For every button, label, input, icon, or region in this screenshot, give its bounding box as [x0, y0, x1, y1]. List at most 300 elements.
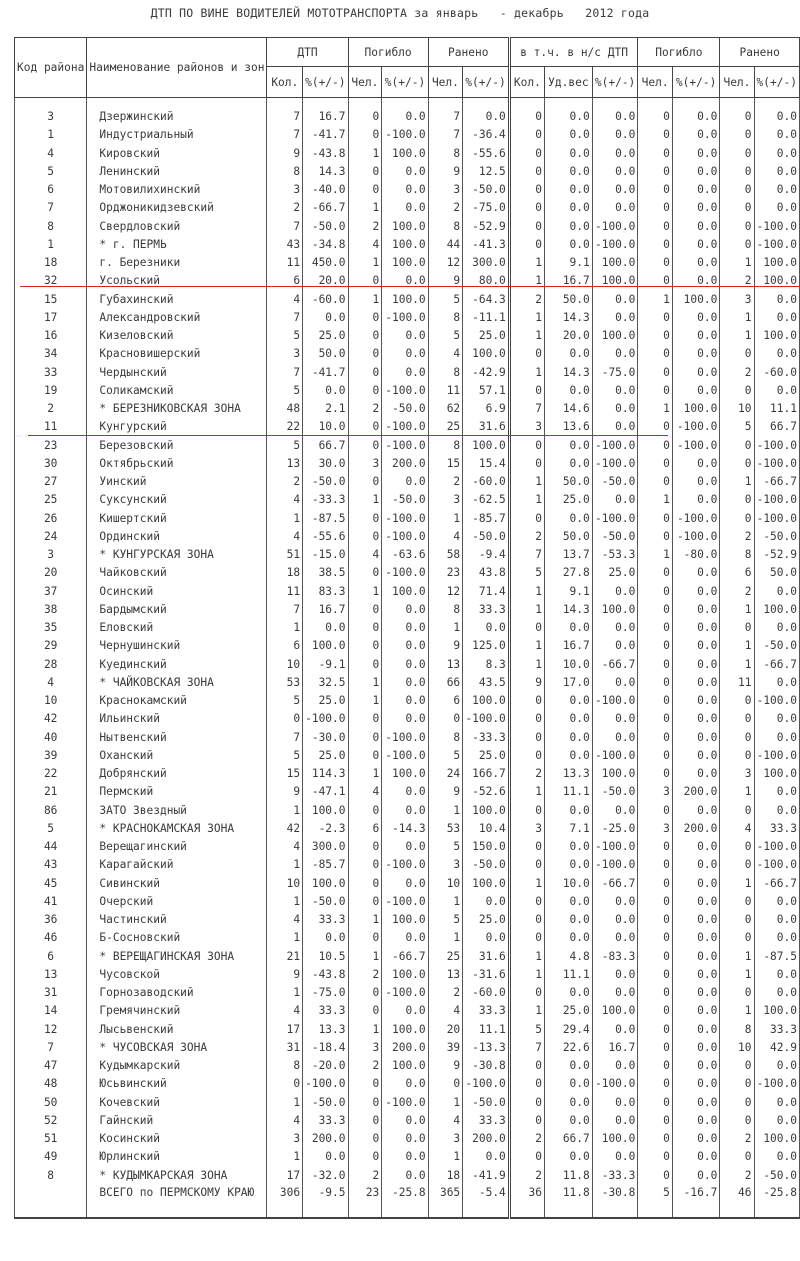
- value-cell: 10.0: [544, 875, 592, 893]
- value-cell: 51: [267, 546, 303, 564]
- spacer-cell: [463, 98, 510, 109]
- district-name: Мотовилихинский: [87, 181, 267, 199]
- value-cell: 0: [720, 510, 754, 528]
- value-cell: 0: [348, 729, 382, 747]
- value-cell: 1: [428, 929, 463, 947]
- table-row: [15, 1021, 800, 1039]
- value-cell: -100.0: [463, 1075, 510, 1093]
- value-cell: -34.8: [303, 236, 348, 254]
- value-cell: 200.0: [382, 455, 428, 473]
- value-cell: 0.0: [672, 984, 719, 1002]
- district-name: Краснокамский: [87, 692, 267, 710]
- value-cell: 0: [720, 692, 754, 710]
- value-cell: 0.0: [754, 163, 799, 181]
- value-cell: 0: [509, 911, 544, 929]
- value-cell: -100.0: [592, 236, 638, 254]
- value-cell: 13.6: [544, 418, 592, 436]
- district-code: 11: [15, 418, 87, 436]
- table-row: [15, 765, 800, 783]
- value-cell: 7: [267, 126, 303, 144]
- value-cell: 1: [348, 1021, 382, 1039]
- value-cell: 0: [638, 163, 673, 181]
- value-cell: 0: [509, 199, 544, 217]
- value-cell: 1: [348, 765, 382, 783]
- table-row: [15, 747, 800, 765]
- value-cell: 1: [428, 510, 463, 528]
- value-cell: 0: [509, 729, 544, 747]
- district-name: Уинский: [87, 473, 267, 491]
- district-name: Кишертский: [87, 510, 267, 528]
- value-cell: 0.0: [544, 984, 592, 1002]
- value-cell: -100.0: [754, 236, 799, 254]
- value-cell: 13.7: [544, 546, 592, 564]
- value-cell: 7: [267, 729, 303, 747]
- value-cell: 100.0: [754, 272, 799, 290]
- value-cell: 1: [267, 893, 303, 911]
- spacer-cell: [544, 98, 592, 109]
- value-cell: 0: [638, 1112, 673, 1130]
- value-cell: 0.0: [592, 710, 638, 728]
- value-cell: 0.0: [592, 911, 638, 929]
- table-row: [15, 1112, 800, 1130]
- value-cell: 33.3: [303, 1002, 348, 1020]
- district-name: * ЧАЙКОВСКАЯ ЗОНА: [87, 674, 267, 692]
- header-group-injured: Ранено: [428, 38, 509, 67]
- value-cell: 2: [509, 765, 544, 783]
- value-cell: 4: [267, 1112, 303, 1130]
- district-code: 36: [15, 911, 87, 929]
- value-cell: 22.6: [544, 1039, 592, 1057]
- value-cell: 1: [509, 875, 544, 893]
- value-cell: -9.5: [303, 1185, 348, 1218]
- value-cell: 3: [267, 345, 303, 363]
- value-cell: 0.0: [672, 1002, 719, 1020]
- value-cell: 1: [348, 911, 382, 929]
- value-cell: 0: [720, 619, 754, 637]
- value-cell: 1: [720, 656, 754, 674]
- value-cell: 100.0: [592, 601, 638, 619]
- value-cell: 0.0: [592, 382, 638, 400]
- value-cell: 2: [509, 291, 544, 309]
- value-cell: 0: [348, 710, 382, 728]
- value-cell: 0.0: [544, 108, 592, 126]
- value-cell: 1: [267, 802, 303, 820]
- district-name: Кочевский: [87, 1094, 267, 1112]
- district-code: 40: [15, 729, 87, 747]
- value-cell: 0: [720, 126, 754, 144]
- value-cell: -66.7: [592, 875, 638, 893]
- value-cell: 0: [348, 838, 382, 856]
- value-cell: 17.0: [544, 674, 592, 692]
- table-row: [15, 583, 800, 601]
- district-code: 33: [15, 364, 87, 382]
- value-cell: 0.0: [672, 163, 719, 181]
- value-cell: -9.4: [463, 546, 510, 564]
- spacer-cell: [87, 98, 267, 109]
- value-cell: 66.7: [544, 1130, 592, 1148]
- value-cell: 6: [267, 637, 303, 655]
- value-cell: 3: [428, 181, 463, 199]
- value-cell: -100.0: [672, 418, 719, 436]
- value-cell: 200.0: [382, 1039, 428, 1057]
- value-cell: 0.0: [672, 893, 719, 911]
- value-cell: 10: [267, 875, 303, 893]
- value-cell: 6: [428, 692, 463, 710]
- value-cell: 0.0: [672, 729, 719, 747]
- value-cell: -100.0: [592, 218, 638, 236]
- value-cell: 9: [428, 272, 463, 290]
- value-cell: 0.0: [463, 1148, 510, 1166]
- value-cell: 200.0: [303, 1130, 348, 1148]
- value-cell: 1: [267, 856, 303, 874]
- value-cell: -100.0: [382, 309, 428, 327]
- value-cell: 0.0: [672, 327, 719, 345]
- value-cell: 114.3: [303, 765, 348, 783]
- value-cell: 21: [267, 948, 303, 966]
- value-cell: 0: [720, 911, 754, 929]
- value-cell: 4: [267, 911, 303, 929]
- value-cell: -40.0: [303, 181, 348, 199]
- value-cell: -41.9: [463, 1167, 510, 1185]
- table-row: [15, 455, 800, 473]
- table-row: [15, 473, 800, 491]
- value-cell: 0: [509, 382, 544, 400]
- value-cell: 50.0: [544, 291, 592, 309]
- value-cell: 8: [428, 309, 463, 327]
- value-cell: 25.0: [463, 327, 510, 345]
- district-name: Красновишерский: [87, 345, 267, 363]
- zone-total-row: [15, 820, 800, 838]
- table-row: [15, 875, 800, 893]
- value-cell: 48: [267, 400, 303, 418]
- spacer-cell: [592, 98, 638, 109]
- value-cell: 25.0: [463, 911, 510, 929]
- value-cell: 33.3: [463, 1112, 510, 1130]
- value-cell: 5: [428, 327, 463, 345]
- table-row: [15, 710, 800, 728]
- value-cell: 0.0: [754, 345, 799, 363]
- value-cell: 6: [267, 272, 303, 290]
- value-cell: 100.0: [754, 254, 799, 272]
- value-cell: 300.0: [463, 254, 510, 272]
- value-cell: 1: [720, 309, 754, 327]
- subheader-cell: Уд.вес: [544, 67, 592, 98]
- value-cell: -66.7: [303, 199, 348, 217]
- value-cell: 5: [720, 418, 754, 436]
- value-cell: 18: [428, 1167, 463, 1185]
- district-code: 47: [15, 1057, 87, 1075]
- value-cell: 0.0: [382, 692, 428, 710]
- district-code: 28: [15, 656, 87, 674]
- value-cell: 0: [638, 984, 673, 1002]
- highlight-line-bottom: [28, 435, 668, 436]
- table-row: [15, 528, 800, 546]
- value-cell: 0.0: [382, 637, 428, 655]
- value-cell: 0: [638, 1167, 673, 1185]
- value-cell: 0.0: [754, 710, 799, 728]
- value-cell: 0.0: [754, 181, 799, 199]
- value-cell: 0: [720, 163, 754, 181]
- value-cell: 0.0: [672, 1021, 719, 1039]
- value-cell: 1: [267, 619, 303, 637]
- value-cell: 14.3: [544, 364, 592, 382]
- value-cell: 0.0: [754, 108, 799, 126]
- value-cell: 0.0: [592, 637, 638, 655]
- value-cell: 0.0: [382, 364, 428, 382]
- value-cell: 1: [509, 783, 544, 801]
- district-name: Осинский: [87, 583, 267, 601]
- district-code: 38: [15, 601, 87, 619]
- district-code: 44: [15, 838, 87, 856]
- value-cell: 0: [509, 1075, 544, 1093]
- value-cell: 0.0: [544, 929, 592, 947]
- value-cell: -100.0: [382, 729, 428, 747]
- spacer-cell: [754, 98, 799, 109]
- value-cell: -87.5: [303, 510, 348, 528]
- district-code: 52: [15, 1112, 87, 1130]
- value-cell: 0.0: [544, 1148, 592, 1166]
- value-cell: 0.0: [382, 108, 428, 126]
- value-cell: 0: [638, 911, 673, 929]
- subheader-cell: Чел.: [638, 67, 673, 98]
- value-cell: 0.0: [672, 236, 719, 254]
- value-cell: 50.0: [544, 528, 592, 546]
- value-cell: 0: [720, 893, 754, 911]
- value-cell: 10: [720, 1039, 754, 1057]
- value-cell: 1: [509, 491, 544, 509]
- value-cell: 0.0: [592, 929, 638, 947]
- value-cell: 10.4: [463, 820, 510, 838]
- value-cell: -63.6: [382, 546, 428, 564]
- value-cell: -83.3: [592, 948, 638, 966]
- value-cell: 0: [720, 108, 754, 126]
- value-cell: 200.0: [672, 820, 719, 838]
- value-cell: -30.8: [463, 1057, 510, 1075]
- value-cell: 100.0: [382, 254, 428, 272]
- value-cell: 0: [348, 181, 382, 199]
- value-cell: 3: [509, 418, 544, 436]
- value-cell: 36: [509, 1185, 544, 1218]
- value-cell: 0: [638, 966, 673, 984]
- table-row: [15, 601, 800, 619]
- value-cell: 4: [267, 291, 303, 309]
- value-cell: 1: [348, 583, 382, 601]
- value-cell: 0.0: [754, 1148, 799, 1166]
- value-cell: 0: [638, 564, 673, 582]
- value-cell: 9: [428, 783, 463, 801]
- value-cell: 100.0: [592, 327, 638, 345]
- value-cell: 100.0: [592, 272, 638, 290]
- value-cell: 100.0: [592, 1002, 638, 1020]
- value-cell: 100.0: [463, 875, 510, 893]
- district-code: 27: [15, 473, 87, 491]
- value-cell: -60.0: [303, 291, 348, 309]
- value-cell: 32.5: [303, 674, 348, 692]
- value-cell: 0.0: [672, 802, 719, 820]
- district-name: Очерский: [87, 893, 267, 911]
- table-row: [15, 619, 800, 637]
- value-cell: 5: [509, 1021, 544, 1039]
- table-row: [15, 564, 800, 582]
- value-cell: 100.0: [754, 1002, 799, 1020]
- value-cell: 53: [267, 674, 303, 692]
- value-cell: -50.0: [754, 528, 799, 546]
- value-cell: 0: [638, 254, 673, 272]
- value-cell: 9: [509, 674, 544, 692]
- value-cell: 0.0: [592, 1148, 638, 1166]
- value-cell: 0: [638, 747, 673, 765]
- value-cell: 0: [720, 437, 754, 455]
- table-row: [15, 327, 800, 345]
- district-code: 26: [15, 510, 87, 528]
- value-cell: -66.7: [754, 656, 799, 674]
- value-cell: 0.0: [544, 838, 592, 856]
- value-cell: 100.0: [382, 966, 428, 984]
- value-cell: -42.9: [463, 364, 510, 382]
- value-cell: 0.0: [754, 1094, 799, 1112]
- value-cell: 0.0: [672, 126, 719, 144]
- value-cell: 0: [638, 893, 673, 911]
- value-cell: 0: [509, 710, 544, 728]
- value-cell: 0: [638, 802, 673, 820]
- value-cell: 3: [428, 491, 463, 509]
- value-cell: 0.0: [672, 838, 719, 856]
- value-cell: 24: [428, 765, 463, 783]
- value-cell: 0.0: [672, 601, 719, 619]
- value-cell: 0.0: [592, 163, 638, 181]
- value-cell: 0: [509, 802, 544, 820]
- district-code: 41: [15, 893, 87, 911]
- value-cell: 0: [720, 1075, 754, 1093]
- district-name: Горнозаводский: [87, 984, 267, 1002]
- value-cell: -100.0: [382, 893, 428, 911]
- value-cell: -25.8: [754, 1185, 799, 1218]
- value-cell: 4: [428, 345, 463, 363]
- value-cell: 0: [720, 729, 754, 747]
- value-cell: 13.3: [303, 1021, 348, 1039]
- value-cell: 1: [267, 1148, 303, 1166]
- header-name: Наименование районов и зон: [87, 38, 267, 98]
- district-code: 37: [15, 583, 87, 601]
- value-cell: 0: [348, 345, 382, 363]
- value-cell: 0.0: [672, 491, 719, 509]
- value-cell: 0.0: [544, 1057, 592, 1075]
- table-row: [15, 1057, 800, 1075]
- value-cell: 0.0: [592, 729, 638, 747]
- value-cell: 100.0: [463, 692, 510, 710]
- value-cell: 0: [348, 601, 382, 619]
- subheader-cell: Чел.: [348, 67, 382, 98]
- value-cell: 0: [720, 1057, 754, 1075]
- value-cell: 0.0: [592, 291, 638, 309]
- value-cell: 0.0: [754, 1112, 799, 1130]
- value-cell: 0.0: [382, 473, 428, 491]
- value-cell: 0.0: [382, 601, 428, 619]
- table-row: [15, 309, 800, 327]
- value-cell: 0.0: [382, 181, 428, 199]
- value-cell: 20.0: [544, 327, 592, 345]
- district-code: 19: [15, 382, 87, 400]
- value-cell: 0: [720, 710, 754, 728]
- value-cell: 1: [348, 692, 382, 710]
- value-cell: 0: [509, 236, 544, 254]
- value-cell: 0.0: [754, 783, 799, 801]
- district-name: Куединский: [87, 656, 267, 674]
- value-cell: 0: [348, 747, 382, 765]
- district-code: 50: [15, 1094, 87, 1112]
- district-name: Октябрьский: [87, 455, 267, 473]
- value-cell: 0.0: [463, 893, 510, 911]
- district-code: 12: [15, 1021, 87, 1039]
- value-cell: 7: [267, 309, 303, 327]
- subheader-cell: Кол.: [267, 67, 303, 98]
- value-cell: 0: [720, 984, 754, 1002]
- value-cell: -100.0: [303, 1075, 348, 1093]
- district-name: * КУНГУРСКАЯ ЗОНА: [87, 546, 267, 564]
- value-cell: 0.0: [754, 893, 799, 911]
- value-cell: 0.0: [592, 309, 638, 327]
- value-cell: 46: [720, 1185, 754, 1218]
- value-cell: 0.0: [544, 181, 592, 199]
- value-cell: 0.0: [382, 327, 428, 345]
- value-cell: 100.0: [754, 601, 799, 619]
- value-cell: 9: [267, 145, 303, 163]
- value-cell: -55.6: [303, 528, 348, 546]
- value-cell: 0.0: [672, 747, 719, 765]
- district-name: Еловский: [87, 619, 267, 637]
- value-cell: 33.3: [463, 1002, 510, 1020]
- value-cell: 4: [348, 783, 382, 801]
- subheader-cell: Чел.: [428, 67, 463, 98]
- value-cell: 16.7: [544, 272, 592, 290]
- value-cell: 2: [720, 364, 754, 382]
- value-cell: 0.0: [672, 765, 719, 783]
- value-cell: 25.0: [303, 747, 348, 765]
- value-cell: 0.0: [754, 145, 799, 163]
- value-cell: 0.0: [382, 272, 428, 290]
- value-cell: 3: [720, 765, 754, 783]
- value-cell: 1: [348, 291, 382, 309]
- value-cell: 5: [267, 692, 303, 710]
- value-cell: 2: [720, 583, 754, 601]
- value-cell: -100.0: [592, 1075, 638, 1093]
- value-cell: -41.3: [463, 236, 510, 254]
- value-cell: 25.0: [592, 564, 638, 582]
- value-cell: 14.3: [544, 309, 592, 327]
- value-cell: 1: [509, 309, 544, 327]
- value-cell: 0.0: [463, 619, 510, 637]
- value-cell: -11.1: [463, 309, 510, 327]
- value-cell: 6: [720, 564, 754, 582]
- value-cell: 0: [348, 510, 382, 528]
- table-row: [15, 838, 800, 856]
- value-cell: 0.0: [382, 199, 428, 217]
- value-cell: 0: [638, 692, 673, 710]
- value-cell: 1: [348, 491, 382, 509]
- value-cell: -100.0: [382, 1094, 428, 1112]
- value-cell: 100.0: [382, 145, 428, 163]
- table-row: [15, 984, 800, 1002]
- value-cell: 0.0: [303, 1148, 348, 1166]
- value-cell: 0: [720, 382, 754, 400]
- value-cell: 0.0: [544, 1094, 592, 1112]
- table-header: [15, 38, 800, 98]
- value-cell: 18: [267, 564, 303, 582]
- value-cell: 0.0: [754, 619, 799, 637]
- value-cell: 42: [267, 820, 303, 838]
- value-cell: 15: [267, 765, 303, 783]
- value-cell: 0: [348, 1112, 382, 1130]
